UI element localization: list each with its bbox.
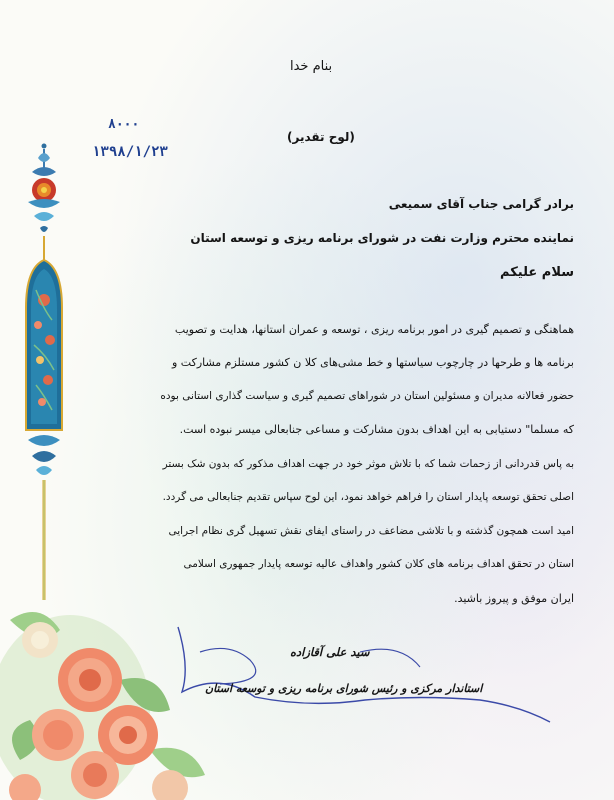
letter-date: ۱۳۹۸/۱/۲۳: [92, 144, 168, 160]
letter-number: ۸۰۰۰: [108, 117, 140, 132]
ornament-border: [18, 140, 70, 600]
basmala: بنام خدا: [290, 59, 333, 74]
greeting: سلام علیکم: [500, 265, 574, 280]
recipient-name: برادر گرامی جناب آقای سمیعی: [388, 197, 574, 211]
body-line-8: استان در تحقق اهداف برنامه های کلان کشور واهداف عالیه توسعه پایدار جمهوری اسلامی: [183, 558, 574, 570]
body-line-3: حضور فعالانه مدیران و مسئولین استان در شوراهای تصمیم گیری و سیاست گذاری استانی بوده: [160, 390, 574, 402]
recipient-position: نماینده محترم وزارت نفت در شورای برنامه ریزی و توسعه استان: [190, 231, 574, 245]
body-line-5: به پاس قدردانی از زحمات شما که با تلاش موثر خود در جهت اهداف مذکور که بدون شک بستر: [162, 458, 574, 470]
body-line-2: برنامه ها و طرحها در چارچوب سیاستها و خط مشی‌های کلا ن کشور مستلزم مشارکت و: [171, 356, 574, 369]
letter-title: (لوح تقدیر): [287, 130, 355, 144]
signer-name: سید علی آقازاده: [290, 645, 370, 659]
body-line-6: اصلی تحقق توسعه پایدار استان را فراهم خواهد نمود، این لوح سپاس تقدیم جنابعالی می گردد.: [162, 491, 574, 503]
signature: [160, 612, 560, 732]
body-line-4: که مسلما" دستیابی به این اهداف بدون مشارکت و مساعی جنابعالی میسر نبوده است.: [179, 423, 574, 436]
body-line-9: ایران موفق و پیروز باشید.: [454, 592, 574, 605]
body-line-1: هماهنگی و تصمیم گیری در امور برنامه ریزی ، توسعه و عمران استانها، هدایت و تصویب: [174, 323, 574, 336]
body-line-7: امید است همچون گذشته و با تلاشی مضاعف در راستای ایفای نقش تسهیل گری نظام اجرایی: [168, 525, 574, 537]
signer-title: استاندار مرکزی و رئیس شورای برنامه ریزی و توسعه استان: [205, 682, 483, 695]
